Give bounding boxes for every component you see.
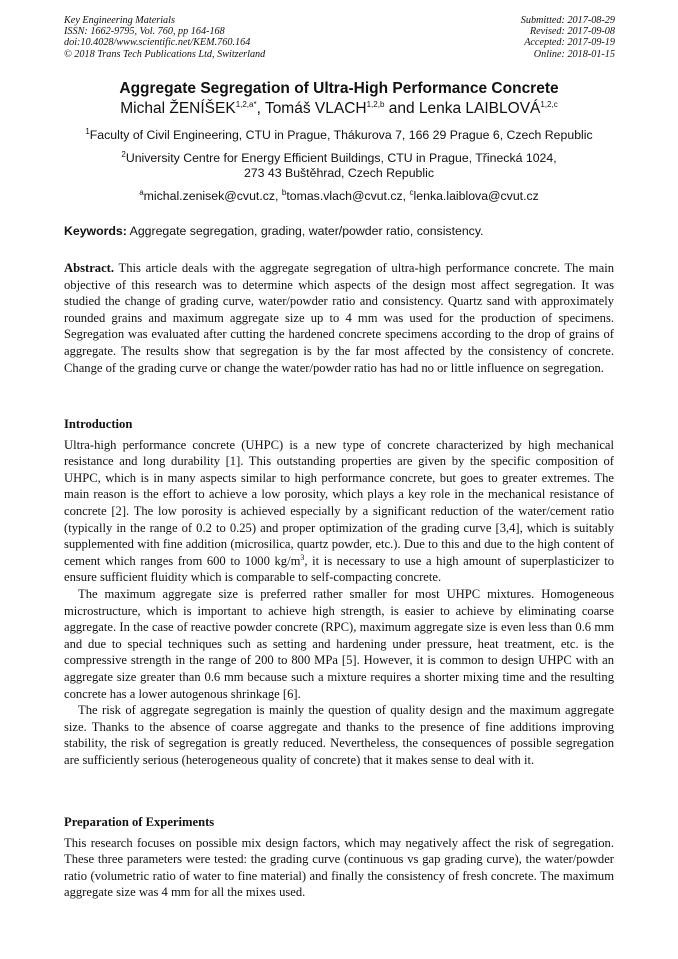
- author-sup: 1,2,b: [366, 99, 385, 109]
- journal-name: Key Engineering Materials: [64, 15, 175, 26]
- journal-info: [64, 15, 265, 60]
- revised-date: Revised: 2017-09-08: [529, 26, 615, 38]
- online-date: Online: 2018-01-15: [533, 48, 615, 60]
- author-sup: 1,2,a*: [235, 99, 257, 109]
- issn: ISSN: 1662-9795, Vol. 760, pp 164-168: [64, 26, 225, 38]
- section-heading: Preparation of Experiments: [64, 815, 215, 829]
- dates-info: [521, 15, 615, 60]
- aff-text: University Centre for Energy Efficient Buildings, CTU in Prague, Třinecká 1024,: [125, 151, 557, 165]
- paragraph: [64, 437, 614, 586]
- author-sup: 1,2,c: [540, 99, 558, 109]
- email: lenka.laiblova@cvut.cz: [413, 189, 539, 203]
- email: tomas.vlach@cvut.cz,: [286, 189, 410, 203]
- author-sep: and: [384, 100, 419, 117]
- author-name: Tomáš VLACH: [264, 100, 367, 117]
- text: , it is necessary to use a high amount of superplasticizer to ensure sufficient fluidity which is comparable to self-compacting concrete.: [64, 553, 614, 585]
- abstract-label: Abstract.: [64, 261, 115, 275]
- aff-text: Faculty of Civil Engineering, CTU in Prague, Thákurova 7, 166 29 Prague 6, Czech Republic: [89, 128, 593, 142]
- copyright: © 2018 Trans Tech Publications Ltd, Switzerland: [64, 48, 266, 60]
- aff-sup: 2: [121, 149, 126, 159]
- superscript: 3: [300, 552, 305, 562]
- authors: [40, 100, 638, 118]
- email-sup: c: [409, 187, 414, 197]
- email-sup: b: [281, 187, 287, 197]
- keywords: [64, 224, 483, 238]
- author-name: Michal ŽENÍŠEK: [120, 100, 236, 117]
- author-name: Lenka LAIBLOVÁ: [418, 100, 541, 117]
- doi: doi:10.4028/www.scientific.net/KEM.760.164: [64, 37, 251, 49]
- submitted-date: Submitted: 2017-08-29: [520, 15, 615, 26]
- keywords-label: Keywords:: [64, 224, 127, 238]
- paragraph: This research focuses on possible mix design factors, which may negatively affect the risk of segregation. These three parameters were tested: the grading curve (continuous vs gap grading curve), the water/powder ratio (volumetric ratio of water to fine material) and finally the consistency of fresh concrete. The maximum aggregate size was 4 mm for all the mixes used.: [64, 835, 614, 900]
- abstract: [64, 260, 614, 376]
- paragraph: The maximum aggregate size is preferred rather smaller for most UHPC mixtures. Homogeneous microstructure, which is important to achieve high strength, is easier to achieve by eliminating coarse aggregate. In the case of reactive powder concrete (RPC), maximum aggregate size is even less than 0.6 mm and due to special techniques such as setting and hardening under pressure, heat treatment, etc. is the compressive strength in the range of 200 to 800 MPa [5]. However, it is common to design UHPC with an aggregate size greater than 0.6 mm because such a mixture requires a shorter mixing time and the resulting concrete has a lower autogenous shrinkage [6].: [64, 586, 614, 701]
- abstract-text: This article deals with the aggregate segregation of ultra-high performance concrete. The main objective of this research was to determine which aspects of the design most affect segregation. It was studied the change of grading curve, water/powder ratio and consistency. Quartz sand with approximately rounded grains and maximum aggregate size up to 4 mm was used for the production of specimens. Segregation was evaluated after cutting the hardened concrete specimens according to the drop of grains of aggregate. The results show that segregation is by the far most affected by the consistency of concrete. Change of the grading curve or change the water/powder ratio has had no or little influence on segregation.: [64, 261, 614, 375]
- paper-title: Aggregate Segregation of Ultra-High Performance Concrete: [119, 80, 559, 97]
- affiliation-1: [40, 128, 638, 143]
- accepted-date: Accepted: 2017-09-19: [524, 37, 615, 49]
- affiliation-2: [40, 151, 638, 181]
- author-sep: ,: [256, 100, 265, 117]
- email: michal.zenisek@cvut.cz,: [143, 189, 282, 203]
- paragraph: The risk of aggregate segregation is mainly the question of quality design and the maximum aggregate size. Thanks to the absence of coarse aggregate and thanks to the presence of fine additions improving stability, the risk of segregation is greatly reduced. Nevertheless, the consequences of possible segregation are sufficiently serious (heterogeneous quality of concrete) that it makes sense to deal with it.: [64, 703, 614, 767]
- keywords-text: Aggregate segregation, grading, water/powder ratio, consistency.: [126, 224, 484, 238]
- section-heading: Introduction: [64, 417, 133, 431]
- aff-text: 273 43 Buštěhrad, Czech Republic: [243, 166, 435, 180]
- text: Ultra-high performance concrete (UHPC) is a new type of concrete characterized by high mechanical resistance and long durability [1]. This outstanding properties are given by the specific composition of UHPC, which is in many aspects similar to high performance concrete, but goes to greater extremes. The main reason is the effort to achieve a low porosity, which plays a key role in the mechanical resistance of concrete [2]. The low porosity is achieved especially by a significant reduction of the water/cement ratio (typically in the range of 0.2 to 0.25) and proper optimization of the grading curve [3,4], which is suitably supplemented with fine addition (microsilica, quartz powder, etc.). Due to this and due to the high content of cement which ranges from 600 to 1000 kg/m: [64, 437, 614, 568]
- preparation-section: [64, 814, 614, 901]
- email-sup: a: [139, 187, 144, 197]
- introduction-section: [64, 416, 614, 768]
- aff-sup: 1: [85, 126, 90, 136]
- emails: [40, 189, 638, 204]
